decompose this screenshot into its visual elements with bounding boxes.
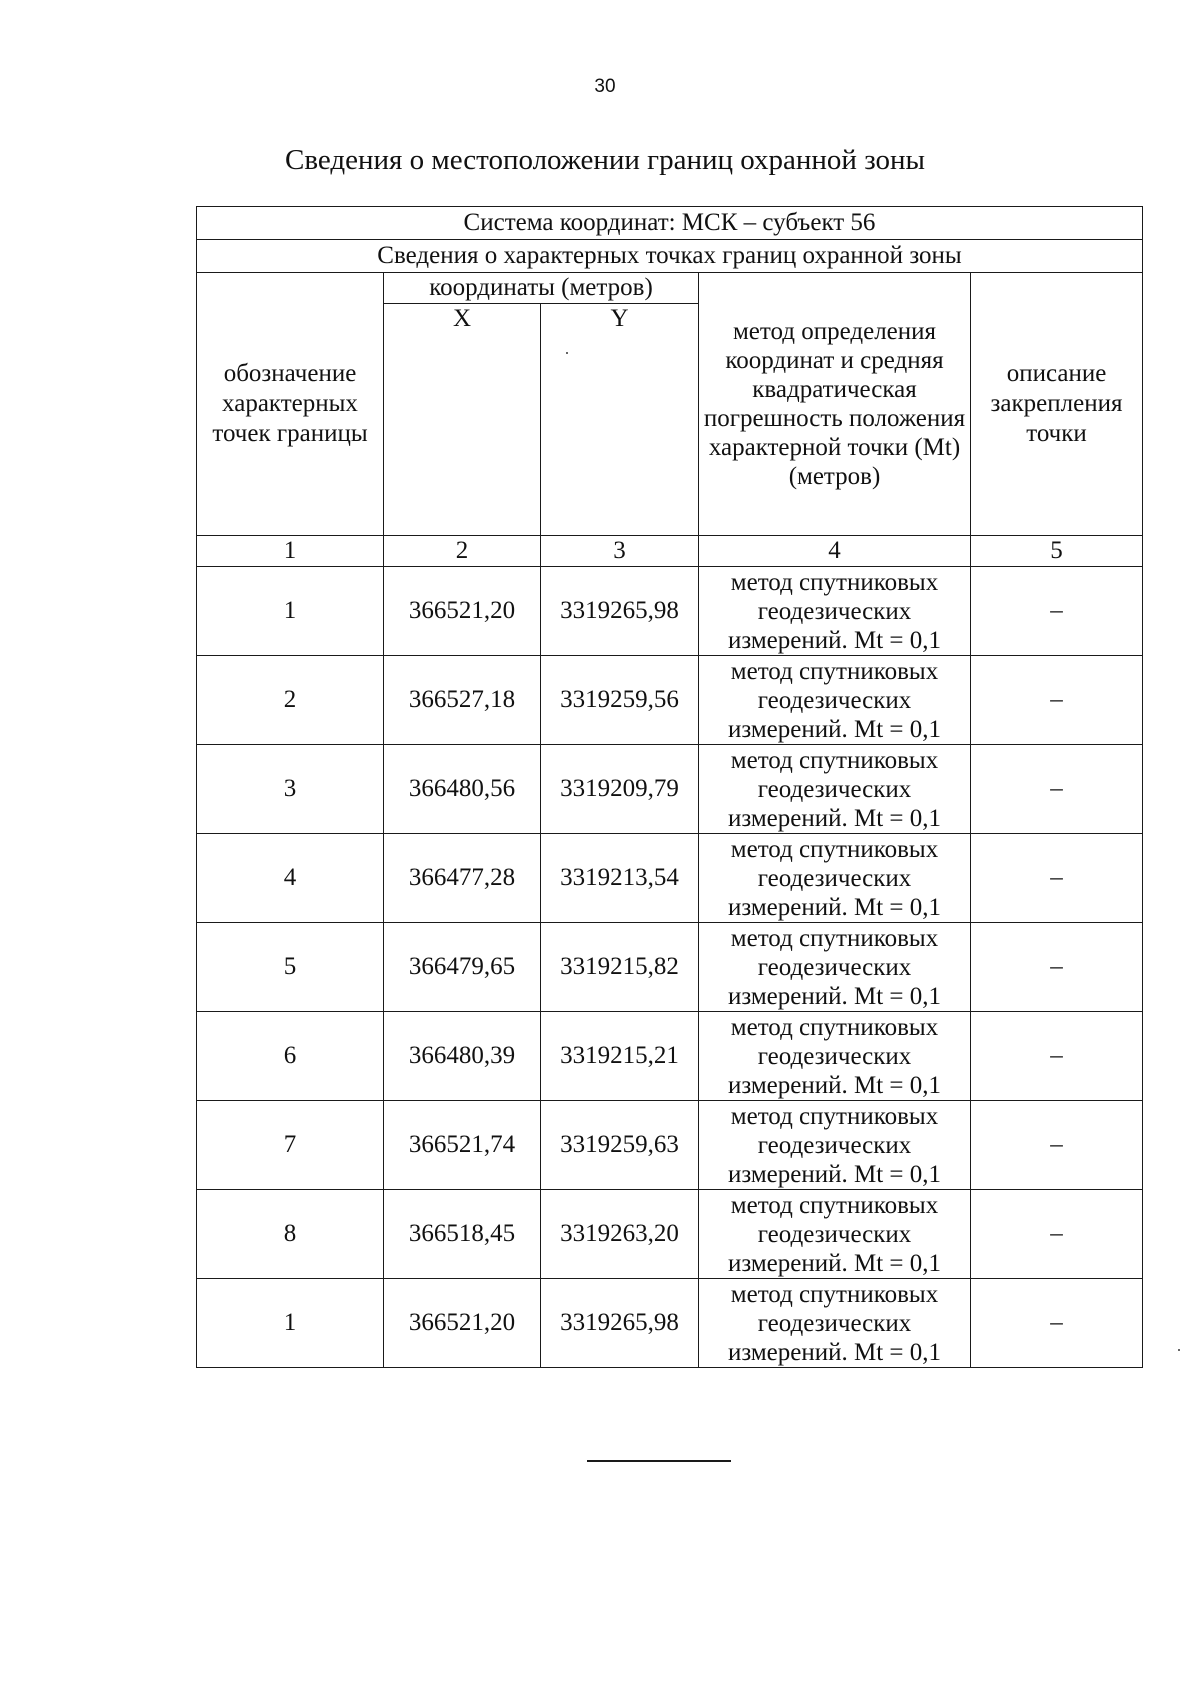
method-cell bbox=[699, 567, 971, 656]
x-coordinate-cell: 366518,45 bbox=[384, 1190, 541, 1279]
x-coordinate-cell: 366480,39 bbox=[384, 1012, 541, 1101]
y-coordinate-cell: 3319213,54 bbox=[541, 834, 699, 923]
section-heading-cell: Сведения о характерных точках границ охранной зоны bbox=[197, 240, 1143, 273]
method-line: измерений. Mt = 0,1 bbox=[727, 1071, 942, 1099]
column-number: 3 bbox=[541, 536, 699, 567]
method-cell bbox=[699, 1190, 971, 1279]
point-cell: 5 bbox=[197, 923, 384, 1012]
description-cell: – bbox=[971, 1101, 1143, 1190]
method-line: измерений. Mt = 0,1 bbox=[727, 804, 942, 832]
method-line: геодезических bbox=[757, 597, 912, 625]
method-cell bbox=[699, 656, 971, 745]
header-y: Y bbox=[541, 304, 699, 536]
coordinate-system-row bbox=[197, 207, 1143, 240]
y-coordinate-cell: 3319265,98 bbox=[541, 567, 699, 656]
method-line: геодезических bbox=[757, 686, 912, 714]
column-number: 4 bbox=[699, 536, 971, 567]
point-cell: 3 bbox=[197, 745, 384, 834]
x-coordinate-cell: 366521,20 bbox=[384, 567, 541, 656]
table-row bbox=[197, 656, 1143, 745]
point-cell: 6 bbox=[197, 1012, 384, 1101]
y-coordinate-cell: 3319215,82 bbox=[541, 923, 699, 1012]
method-line: геодезических bbox=[757, 864, 912, 892]
table-row bbox=[197, 1190, 1143, 1279]
boundary-points-table bbox=[196, 206, 1143, 1368]
method-line: метод спутниковых bbox=[730, 924, 939, 952]
method-cell bbox=[699, 923, 971, 1012]
section-heading-row bbox=[197, 240, 1143, 273]
method-cell bbox=[699, 745, 971, 834]
y-coordinate-cell: 3319209,79 bbox=[541, 745, 699, 834]
table-row bbox=[197, 834, 1143, 923]
method-line: метод спутниковых bbox=[730, 657, 939, 685]
end-rule bbox=[587, 1460, 731, 1462]
header-x: X bbox=[384, 304, 541, 536]
x-coordinate-cell: 366527,18 bbox=[384, 656, 541, 745]
point-cell: 4 bbox=[197, 834, 384, 923]
x-coordinate-cell: 366479,65 bbox=[384, 923, 541, 1012]
method-line: измерений. Mt = 0,1 bbox=[727, 893, 942, 921]
method-cell bbox=[699, 1012, 971, 1101]
method-line: измерений. Mt = 0,1 bbox=[727, 1160, 942, 1188]
method-line: метод спутниковых bbox=[730, 1102, 939, 1130]
method-line: метод спутниковых bbox=[730, 1191, 939, 1219]
y-coordinate-cell: 3319215,21 bbox=[541, 1012, 699, 1101]
column-number: 1 bbox=[197, 536, 384, 567]
description-cell: – bbox=[971, 1012, 1143, 1101]
x-coordinate-cell: 366480,56 bbox=[384, 745, 541, 834]
page-number: 30 bbox=[594, 76, 616, 97]
method-line: геодезических bbox=[757, 953, 912, 981]
table-row bbox=[197, 1101, 1143, 1190]
header-designation: обозначение характерных точек границы bbox=[197, 273, 384, 536]
point-cell: 1 bbox=[197, 567, 384, 656]
table-row bbox=[197, 567, 1143, 656]
method-line: измерений. Mt = 0,1 bbox=[727, 715, 942, 743]
point-cell: 8 bbox=[197, 1190, 384, 1279]
header-description: описание закрепления точки bbox=[971, 273, 1143, 536]
table-row bbox=[197, 923, 1143, 1012]
method-line: метод спутниковых bbox=[730, 835, 939, 863]
description-cell: – bbox=[971, 745, 1143, 834]
method-line: геодезических bbox=[757, 1309, 912, 1337]
y-coordinate-cell: 3319259,56 bbox=[541, 656, 699, 745]
method-cell bbox=[699, 834, 971, 923]
method-line: измерений. Mt = 0,1 bbox=[727, 626, 942, 654]
method-line: геодезических bbox=[757, 775, 912, 803]
table-row bbox=[197, 1279, 1143, 1368]
description-cell: – bbox=[971, 923, 1143, 1012]
header-coordinates: координаты (метров) bbox=[384, 273, 699, 304]
method-line: измерений. Mt = 0,1 bbox=[727, 1249, 942, 1277]
method-line: метод спутниковых bbox=[730, 746, 939, 774]
table-row bbox=[197, 745, 1143, 834]
header-row bbox=[197, 273, 1143, 304]
header-method: метод определения координат и средняя квадратическая погрешность положения характерной точки (Mt) (метров) bbox=[699, 273, 971, 536]
description-cell: – bbox=[971, 567, 1143, 656]
method-cell bbox=[699, 1101, 971, 1190]
method-line: измерений. Mt = 0,1 bbox=[727, 982, 942, 1010]
coordinate-system-cell: Система координат: МСК – субъект 56 bbox=[197, 207, 1143, 240]
method-line: метод спутниковых bbox=[730, 1280, 939, 1308]
description-cell: – bbox=[971, 656, 1143, 745]
y-coordinate-cell: 3319259,63 bbox=[541, 1101, 699, 1190]
scan-speck bbox=[566, 352, 568, 354]
x-coordinate-cell: 366521,74 bbox=[384, 1101, 541, 1190]
method-cell bbox=[699, 1279, 971, 1368]
y-coordinate-cell: 3319263,20 bbox=[541, 1190, 699, 1279]
table-row bbox=[197, 1012, 1143, 1101]
y-coordinate-cell: 3319265,98 bbox=[541, 1279, 699, 1368]
description-cell: – bbox=[971, 1279, 1143, 1368]
method-line: измерений. Mt = 0,1 bbox=[727, 1338, 942, 1366]
x-coordinate-cell: 366521,20 bbox=[384, 1279, 541, 1368]
method-line: геодезических bbox=[757, 1220, 912, 1248]
description-cell: – bbox=[971, 1190, 1143, 1279]
x-coordinate-cell: 366477,28 bbox=[384, 834, 541, 923]
method-line: геодезических bbox=[757, 1131, 912, 1159]
scan-speck bbox=[1178, 1349, 1180, 1351]
method-line: метод спутниковых bbox=[730, 568, 939, 596]
column-number: 5 bbox=[971, 536, 1143, 567]
method-line: геодезических bbox=[757, 1042, 912, 1070]
point-cell: 1 bbox=[197, 1279, 384, 1368]
column-number: 2 bbox=[384, 536, 541, 567]
description-cell: – bbox=[971, 834, 1143, 923]
method-line: метод спутниковых bbox=[730, 1013, 939, 1041]
point-cell: 7 bbox=[197, 1101, 384, 1190]
point-cell: 2 bbox=[197, 656, 384, 745]
column-number-row bbox=[197, 536, 1143, 567]
document-title: Сведения о местоположении границ охранной зоны bbox=[284, 144, 925, 176]
